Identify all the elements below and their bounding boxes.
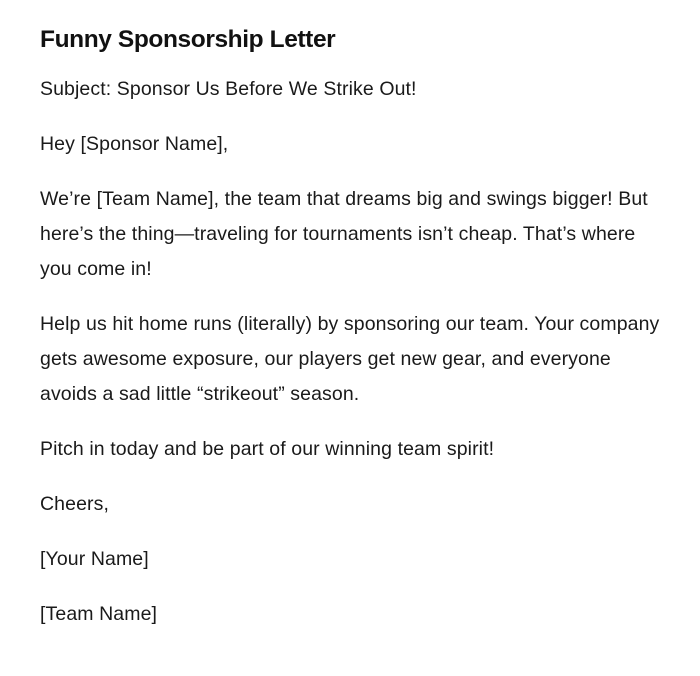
letter-paragraph-3: Pitch in today and be part of our winning team spirit! bbox=[40, 438, 495, 460]
letter-paragraph-1: We’re [Team Name], the team that dreams big and swings bigger! But here’s the thing—traveling for tournaments isn’t cheap. That’s where you come in! bbox=[40, 188, 648, 280]
letter-subject: Subject: Sponsor Us Before We Strike Out! bbox=[40, 78, 417, 100]
signature-name: [Your Name] bbox=[40, 548, 149, 570]
letter-paragraph-2: Help us hit home runs (literally) by sponsoring our team. Your company gets awesome exposure, our players get new gear, and everyone avoids a sad little “strikeout” season. bbox=[40, 313, 660, 405]
letter-closing: Cheers, bbox=[40, 493, 109, 515]
letter-greeting: Hey [Sponsor Name], bbox=[40, 133, 229, 155]
letter-title: Funny Sponsorship Letter bbox=[40, 26, 336, 53]
signature-team: [Team Name] bbox=[40, 603, 158, 625]
